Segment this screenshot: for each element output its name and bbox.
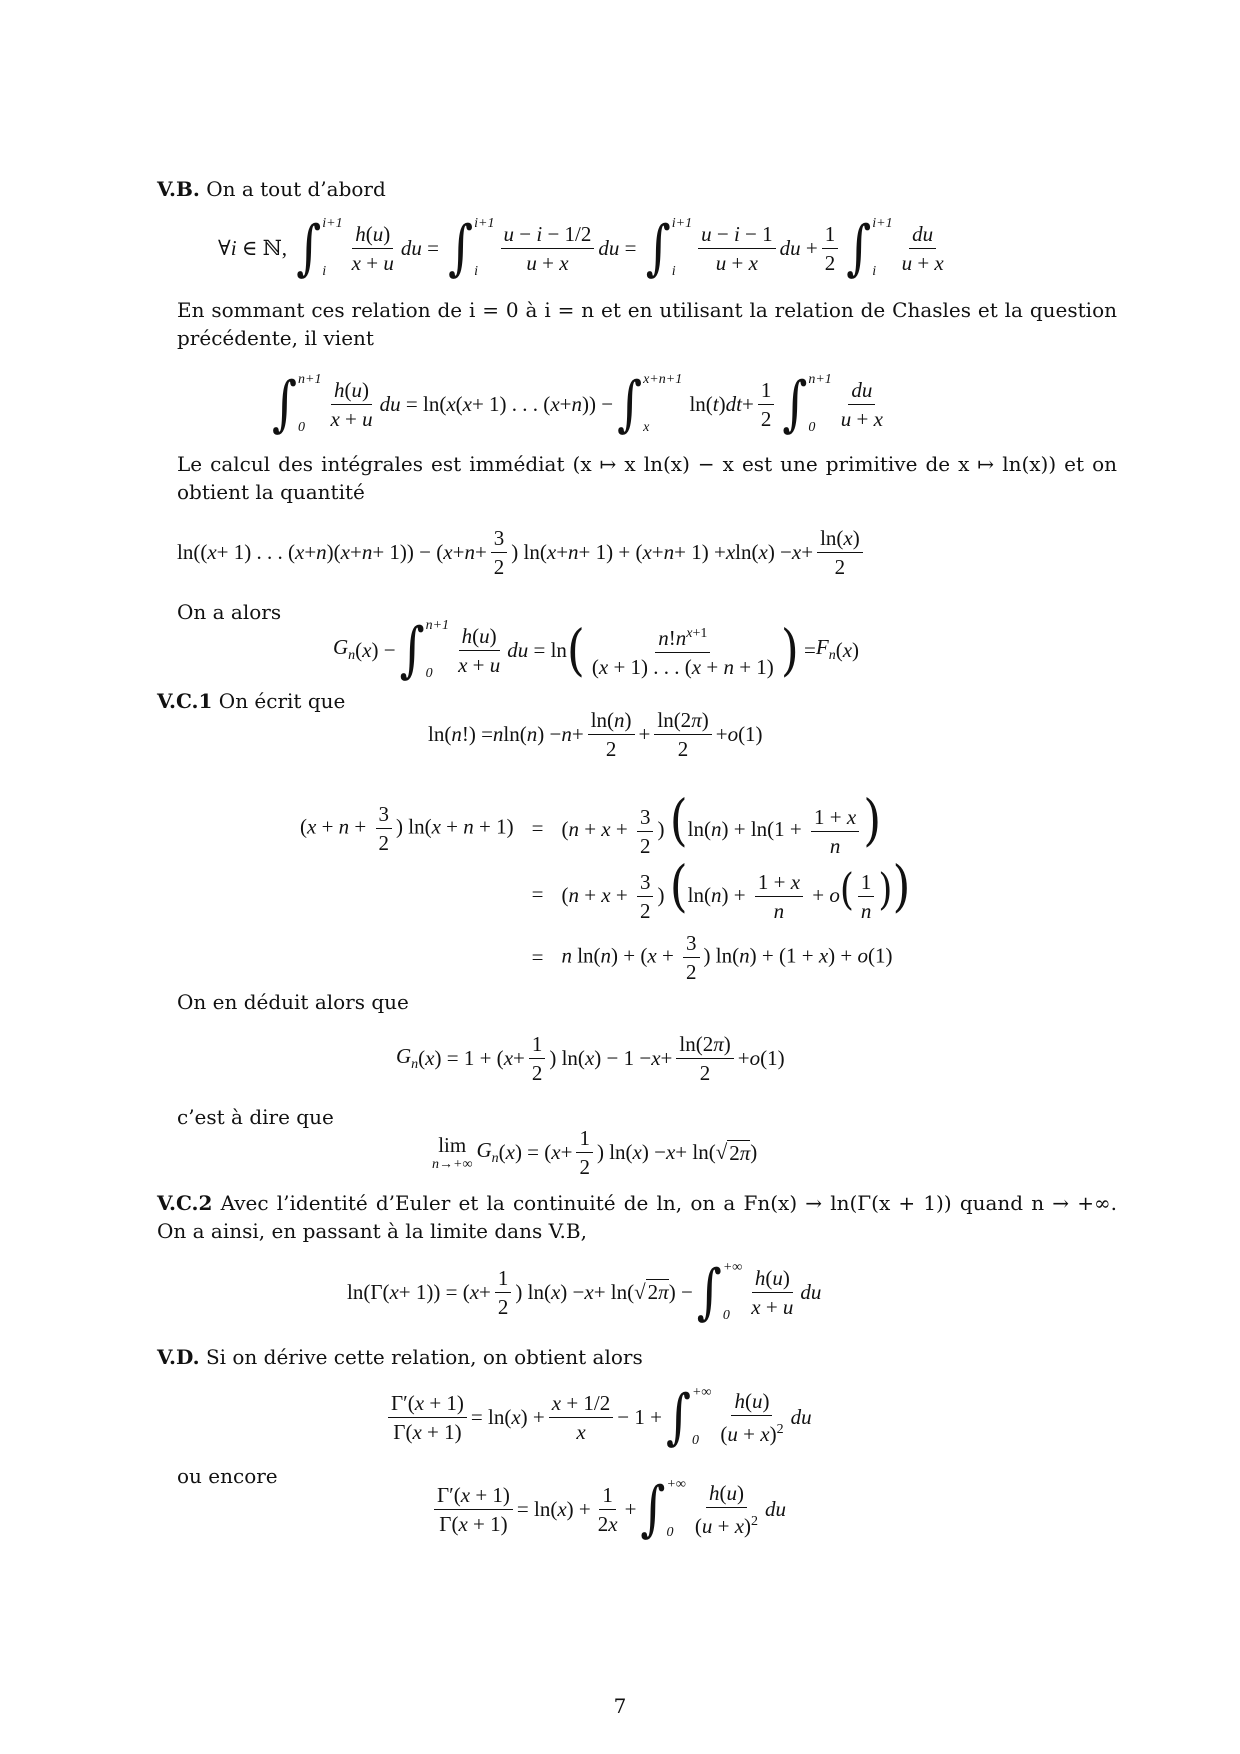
section-text: Avec l’identité d’Euler et la continuité de ln, on a Fn(x) → ln(Γ(x + 1)) quand n → +∞. On a ainsi, en passant à la limite dans V.B, — [157, 1191, 1118, 1243]
section-intro: Si on dérive cette relation, on obtient alors — [205, 1345, 643, 1369]
section-vb-heading — [157, 175, 386, 203]
equation-vc1-1: ln( n !) = n ln( n ) − n + ln(n) 2 + ln(2π) 2 + o (1) — [428, 708, 763, 761]
equation-vb-1: ∀ i ∈ ℕ, ∫ i+1 i h(u) x + u du = ∫ i+1 i u − i − 1/2 u + x du = ∫ i+1 i u − i − 1 u + x du + 1 2 ∫ i+1 i du u + x — [218, 213, 944, 283]
equation-vc1-align: (x + n + $\frac{3}{2}$ ) ln(x + n + 1) = (n + x + $\frac{3}{2}$ ) (ln(n) + ln(1 + $\frac{1 + x}{n}$ ) = (n + x + $\frac{3}{2}$ ) (ln(n) + $\frac{1 + x}{n}$ + o( $\frac{1}{n}$ )) = n ln(n) + (x + $\frac{3}{2}$ ) ln(n) + (1 + x) + o(1) — [300, 787, 911, 985]
paragraph-vc1-dire: c’est à dire que — [177, 1105, 334, 1129]
page-number: 7 — [613, 1694, 627, 1718]
section-vd-heading — [157, 1343, 643, 1371]
paragraph-vb-integrals: Le calcul des intégrales est immédiat (x ↦ x ln(x) − x est une primitive de x ↦ ln(x)) et on obtient la quantité — [177, 452, 1117, 504]
section-intro: On écrit que — [218, 689, 346, 713]
paragraph-vc1-deduit: On en déduit alors que — [177, 990, 409, 1014]
section-label: V.D. — [157, 1345, 200, 1369]
section-label: V.C.1 — [157, 689, 213, 713]
section-vc2-heading — [157, 1189, 1117, 1245]
equation-vc2-1: ln(Γ( x + 1)) = ( x + 1 2 ) ln( x ) − x + ln(√ 2π ) − ∫ +∞ 0 h(u) x + u du — [347, 1257, 822, 1327]
paragraph-vb-alors: On a alors — [177, 600, 282, 624]
equation-vd-2: Γ′(x + 1) Γ(x + 1) = ln( x ) + 1 2x + ∫ +∞ 0 h(u) $(u + x)^2$ du — [430, 1477, 786, 1541]
equation-vc1-2: $G_n$ ( x ) = 1 + ( x + 1 2 ) ln( x ) − 1 − x + ln(2π) 2 + o (1) — [396, 1032, 785, 1085]
equation-vb-4: $G_n$ ( x ) − ∫ n+1 0 h(u) x + u du = ln ( $n!n^{x+1}$ (x + 1) . . . (x + n + 1) ) = $F_n$ ( x ) — [333, 615, 860, 685]
section-intro: On a tout d’abord — [206, 177, 386, 201]
equation-vc1-3: lim n→+∞ $G_n$ ( x ) = ( x + 1 2 ) ln( x ) − x + ln(√ 2π ) — [432, 1126, 758, 1179]
equation-vb-2: ∫ n+1 0 h(u) x + u du = ln( x ( x + 1) . . . ( x + n )) − ∫ x+n+1 x ln( t ) dt + 1 2 ∫ n+1 0 du u + x — [272, 369, 883, 439]
section-label: V.C.2 — [157, 1191, 213, 1215]
section-vc1-heading — [157, 687, 345, 715]
section-label: V.B. — [157, 177, 200, 201]
paragraph-vd-encore: ou encore — [177, 1464, 278, 1488]
paragraph-vb-sum: En sommant ces relation de i = 0 à i = n et en utilisant la relation de Chasles et la question précédente, il vient — [177, 298, 1117, 350]
equation-vd-1: Γ′(x + 1) Γ(x + 1) = ln( x ) + x + 1/2 x − 1 + ∫ +∞ 0 h(u) $(u + x)^2$ du — [384, 1385, 812, 1449]
equation-vb-3: ln(( x + 1) . . . ( x + n )( x + n + 1)) − ( x + n + 3 2 ) ln( x + n + 1) + ( x + n + 1) + x ln( x ) − x + ln(x) 2 — [177, 526, 867, 579]
